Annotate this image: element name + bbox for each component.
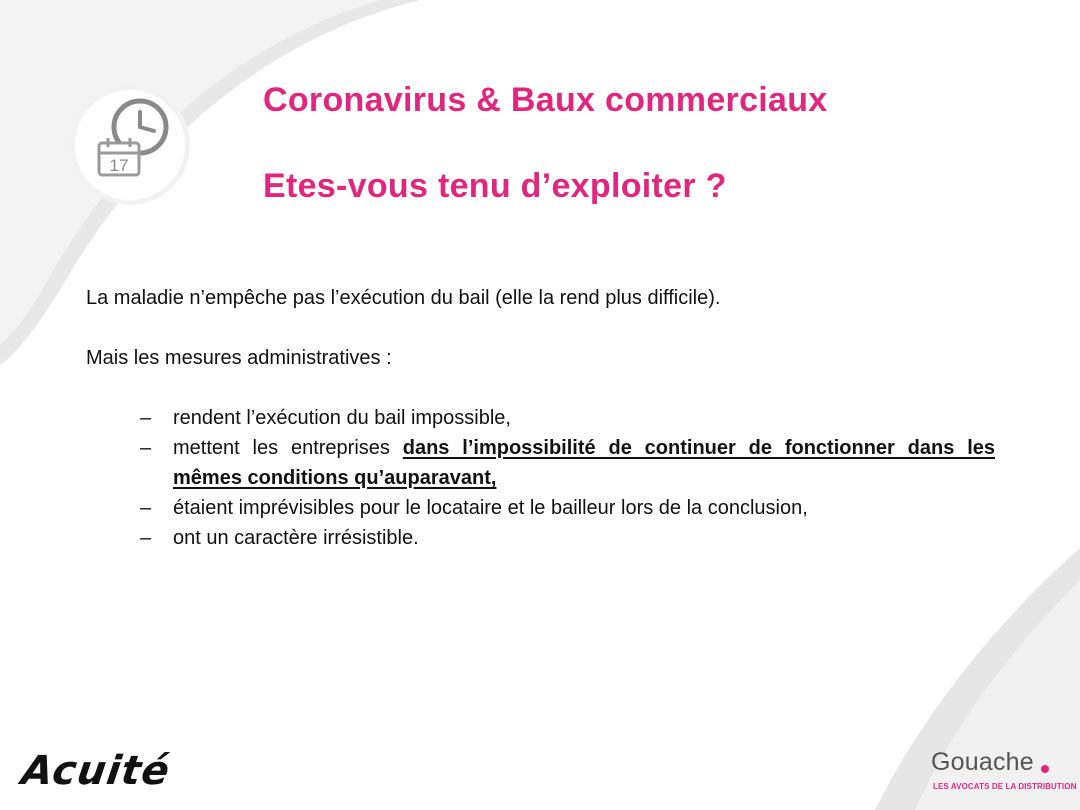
list-item <box>140 433 995 493</box>
list-item-text: étaient imprévisibles pour le locataire et le bailleur lors de la conclusion, <box>173 497 808 519</box>
bullet-dash: – <box>140 407 152 429</box>
list-item-text: ont un caractère irrésistible. <box>173 527 419 549</box>
list-item <box>140 403 995 433</box>
list-item <box>140 493 995 523</box>
measures-list <box>140 403 995 553</box>
slide-subtitle: Etes-vous tenu d’exploiter ? <box>263 167 727 205</box>
measures-paragraph: Mais les mesures administratives : <box>86 347 392 369</box>
list-item-text: mettent les entreprises <box>173 437 403 459</box>
intro-paragraph: La maladie n’empêche pas l’exécution du bail (elle la rend plus difficile). <box>86 287 721 309</box>
gouache-logo: Gouache <box>931 748 1034 776</box>
slide-title: Coronavirus & Baux commerciaux <box>263 81 828 119</box>
clock-calendar-icon <box>68 83 192 207</box>
list-item <box>140 523 995 553</box>
gouache-tagline: LES AVOCATS DE LA DISTRIBUTION <box>933 782 1077 791</box>
list-item-text: rendent l’exécution du bail impossible, <box>173 407 511 429</box>
gouache-logo-dot <box>1041 765 1049 773</box>
emphasis-text: dans l’impossibilité de continuer de fonctionner dans les mêmes conditions qu’auparavant, <box>173 437 995 489</box>
bullet-dash: – <box>140 527 152 549</box>
acuite-logo: Acuité <box>18 748 174 794</box>
calendar-day-number: 17 <box>109 156 129 175</box>
bullet-dash: – <box>140 497 152 519</box>
bullet-dash: – <box>140 437 152 459</box>
